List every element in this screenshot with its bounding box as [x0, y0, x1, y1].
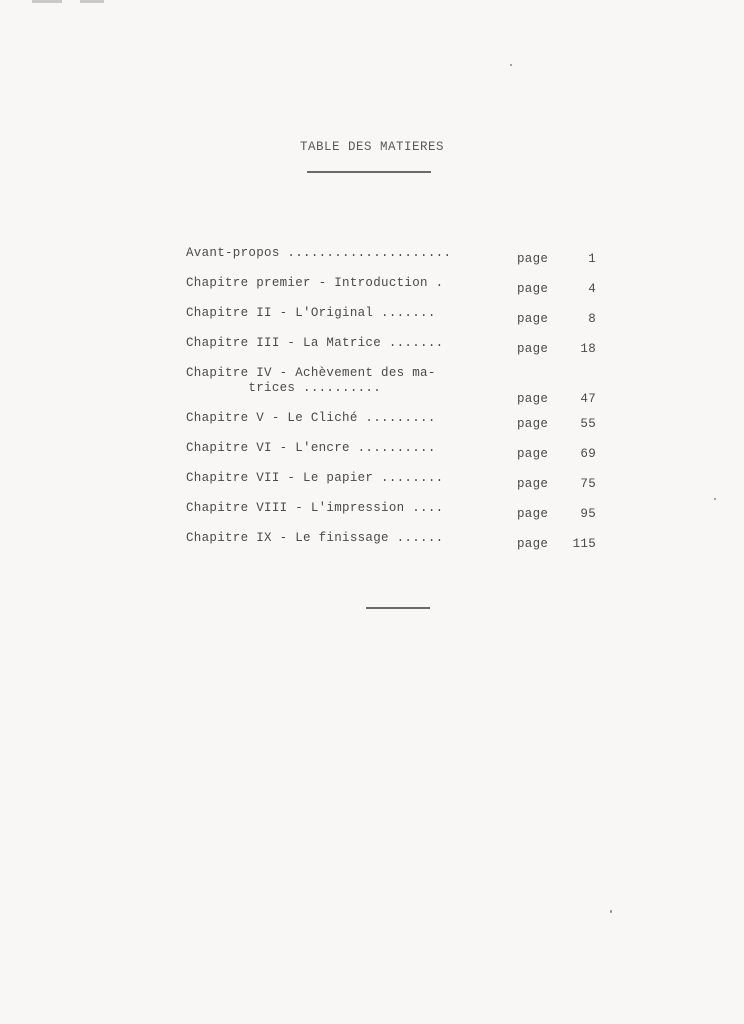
scan-edge-mark [32, 0, 62, 3]
paper-speck [510, 64, 512, 66]
toc-entry-title: Chapitre premier - Introduction . [186, 276, 444, 290]
toc-page-number: 4 [588, 282, 596, 296]
toc-page-label: page [517, 342, 549, 356]
toc-page-number: 18 [580, 342, 596, 356]
toc-page-label: page [517, 392, 549, 406]
title-underline [307, 171, 431, 173]
toc-page-number: 115 [572, 537, 596, 551]
toc-entry-title: Avant-propos ..................... [186, 246, 452, 260]
toc-entry [186, 411, 598, 441]
toc-page-number: 1 [588, 252, 596, 266]
toc-page-label: page [517, 312, 549, 326]
toc-entry [186, 306, 598, 336]
scan-edge-mark [80, 0, 104, 3]
closing-rule [366, 607, 430, 609]
toc-page-label: page [517, 417, 549, 431]
toc-entry [186, 366, 598, 411]
toc-entry-title: Chapitre II - L'Original ....... [186, 306, 436, 320]
toc-page-label: page [517, 537, 549, 551]
paper-speck [714, 498, 716, 500]
toc-page-number: 75 [580, 477, 596, 491]
toc-entry-title: Chapitre V - Le Cliché ......... [186, 411, 436, 425]
table-of-contents [186, 246, 598, 561]
toc-entry [186, 501, 598, 531]
toc-entry [186, 276, 598, 306]
toc-entry-title: Chapitre IX - Le finissage ...... [186, 531, 444, 545]
toc-entry [186, 336, 598, 366]
toc-entry-title: Chapitre VIII - L'impression .... [186, 501, 444, 515]
toc-page-label: page [517, 447, 549, 461]
toc-entry [186, 246, 598, 276]
paper-speck [610, 910, 612, 913]
toc-page-number: 47 [580, 392, 596, 406]
toc-page-number: 95 [580, 507, 596, 521]
toc-page-label: page [517, 507, 549, 521]
toc-entry [186, 441, 598, 471]
toc-page-label: page [517, 252, 549, 266]
toc-entry-title: Chapitre III - La Matrice ....... [186, 336, 444, 350]
toc-page-number: 69 [580, 447, 596, 461]
toc-entry-title: Chapitre VI - L'encre .......... [186, 441, 436, 455]
toc-entry-title: Chapitre VII - Le papier ........ [186, 471, 444, 485]
toc-page-label: page [517, 477, 549, 491]
toc-entry-title: Chapitre IV - Achèvement des ma- trices .......... [186, 366, 436, 395]
toc-page-label: page [517, 282, 549, 296]
toc-page-number: 55 [580, 417, 596, 431]
toc-page-number: 8 [588, 312, 596, 326]
toc-entry [186, 471, 598, 501]
page-title: TABLE DES MATIERES [299, 140, 445, 154]
toc-entry [186, 531, 598, 561]
